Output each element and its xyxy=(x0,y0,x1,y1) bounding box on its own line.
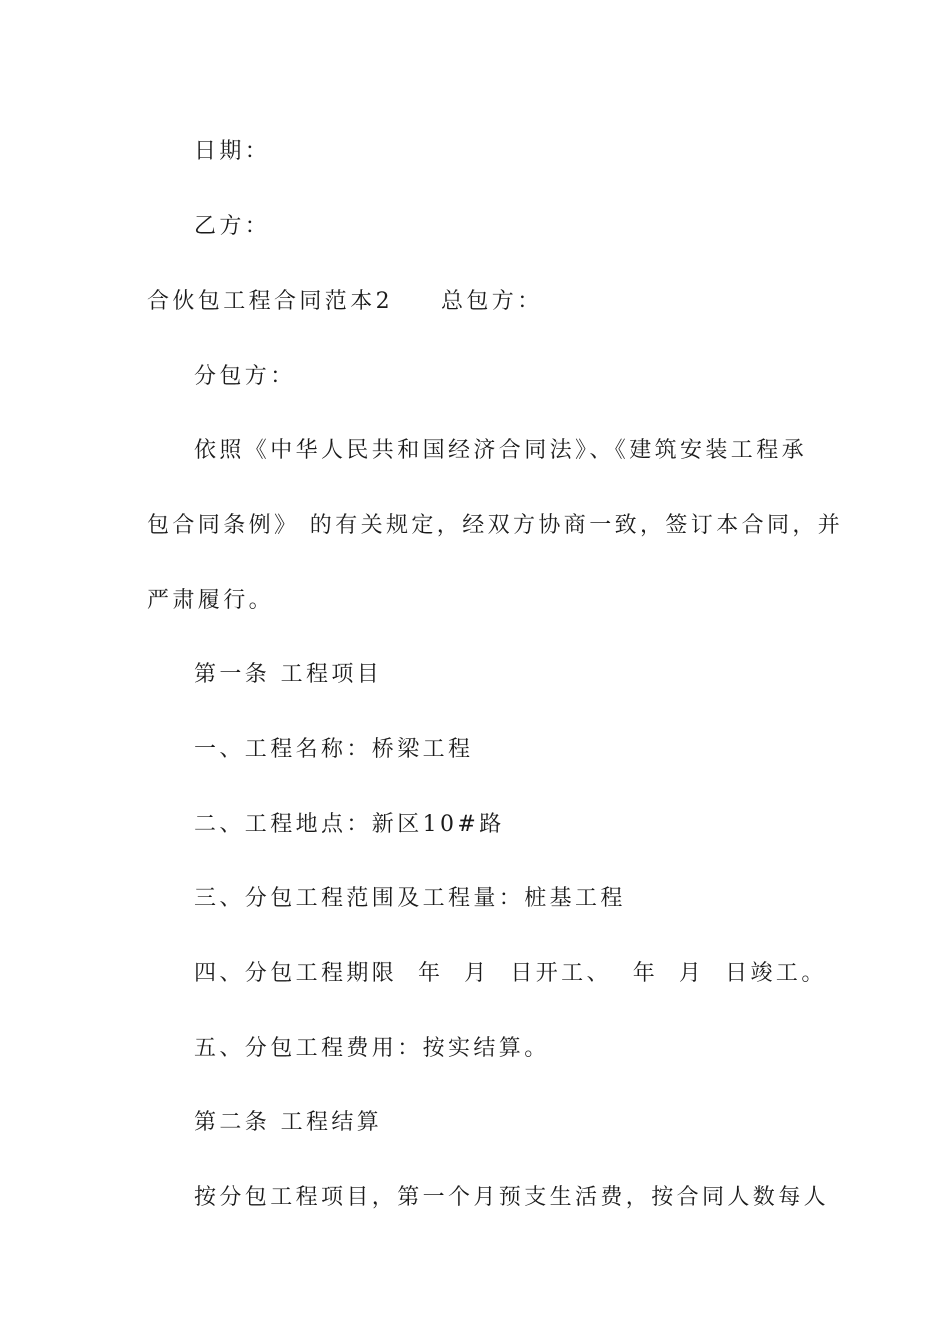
project-period: 四、分包工程期限 年 月 日开工、 年 月 日竣工。 xyxy=(194,961,827,986)
preamble-line-2: 包合同条例》 的有关规定，经双方协商一致，签订本合同，并 xyxy=(147,513,844,538)
date-label: 日期： xyxy=(194,139,271,164)
subcontractor-label: 分包方： xyxy=(194,364,296,389)
settlement-text: 按分包工程项目，第一个月预支生活费，按合同人数每人 xyxy=(194,1185,830,1210)
project-cost: 五、分包工程费用：按实结算。 xyxy=(194,1036,550,1061)
contract-title: 合伙包工程合同范本2 xyxy=(147,289,393,314)
project-scope: 三、分包工程范围及工程量：桩基工程 xyxy=(194,886,626,911)
party-b-label: 乙方： xyxy=(194,214,271,239)
general-contractor-label: 总包方： xyxy=(441,289,543,314)
project-location: 二、工程地点：新区10#路 xyxy=(194,812,505,837)
article-1-heading: 第一条 工程项目 xyxy=(194,662,383,687)
project-name: 一、工程名称：桥梁工程 xyxy=(194,737,474,762)
preamble-line-3: 严肃履行。 xyxy=(147,588,275,613)
section-heading-line xyxy=(147,287,543,317)
article-2-heading: 第二条 工程结算 xyxy=(194,1110,383,1135)
preamble-line-1: 依照《中华人民共和国经济合同法》、《建筑安装工程承 xyxy=(194,438,808,463)
